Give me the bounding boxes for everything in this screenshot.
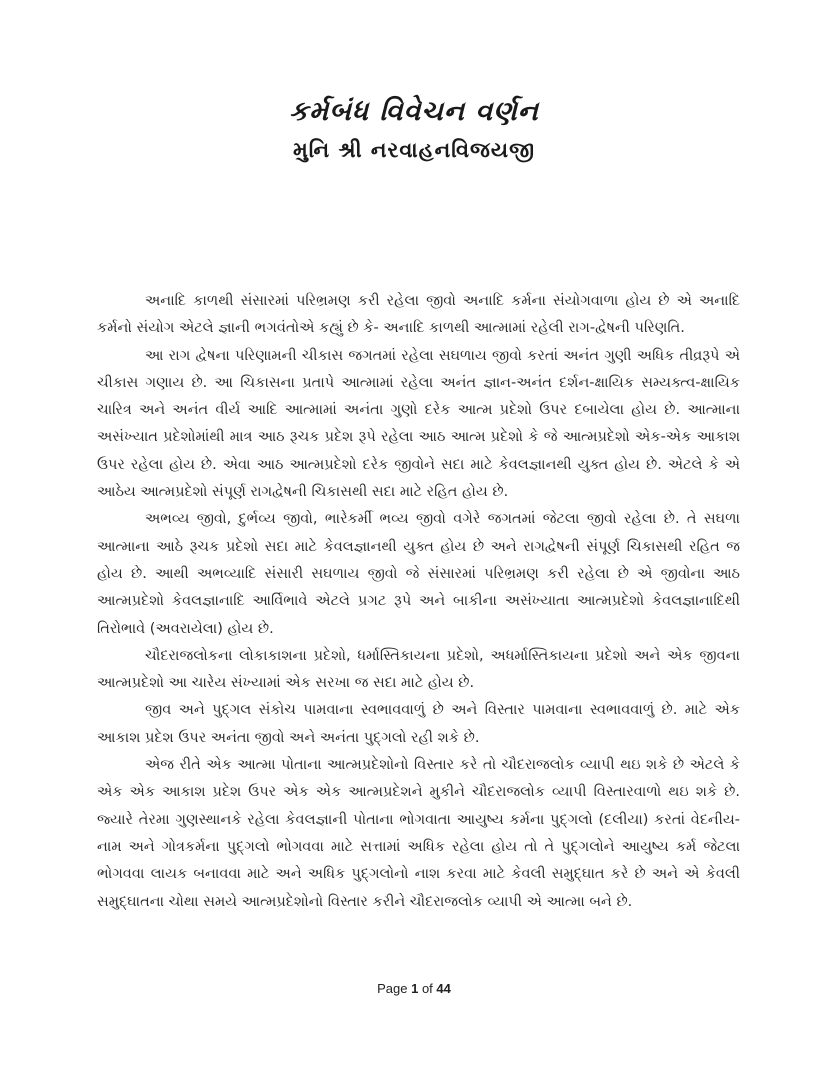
paragraph-2: આ રાગ દ્વેષના પરિણામની ચીકાસ જગતમાં રહેલા સઘળાય જીવો કરતાં અનંત ગુણી અધિક તીવ્રરૂપે એ ચીકાસ ગણાય છે. આ ચિકાસના પ્રતાપે આત્મામાં રહેલા અનંત જ્ઞાન-અનંત દર્શન-ક્ષાયિક સમ્યક્ત્વ-ક્ષાયિક ચારિત્ર અને અનંત વીર્ય આદિ આત્મામાં અનંતા ગુણો દરેક આત્મ પ્રદેશો ઉપર દબાયેલા હોય છે. આત્માના અસંખ્યાત પ્રદેશોમાંથી માત્ર આઠ રૂચક પ્રદેશ રૂપે રહેલા આઠ આત્મ પ્રદેશો કે જે આત્મપ્રદેશો એક-એક આકાશ ઉપર રહેલા હોય છે. એવા આઠ આત્મપ્રદેશો દરેક જીવોને સદા માટે કેવલજ્ઞાનથી યુક્ત હોય છે. એટલે કે એ આઠેય આત્મપ્રદેશો સંપૂર્ણ રાગદ્વેષની ચિકાસથી સદા માટે રહિત હોય છે. [97,347,740,501]
paragraph-1: અનાદિ કાળથી સંસારમાં પરિભ્રમણ કરી રહેલા જીવો અનાદિ કર્મના સંયોગવાળા હોય છે એ અનાદિ કર્મનો સંયોગ એટલે જ્ઞાની ભગવંતોએ કહ્યું છે કે- અનાદિ કાળથી આત્મામાં રહેલી રાગ-દ્વેષની પરિણતિ. [97,293,740,337]
of-label: of [421,981,433,996]
document-author: મુનિ શ્રી નરવાહનવિજયજી [292,138,536,162]
paragraph-4: ચૌદરાજલોકના લોકાકાશના પ્રદેશો, ધર્માસ્તિકાયના પ્રદેશો, અધર્માસ્તિકાયના પ્રદેશો અને એક જીવના આત્મપ્રદેશો આ ચારેય સંખ્યામાં એક સરખા જ સદા માટે હોય છે. [97,647,740,692]
total-pages-number: 44 [436,981,451,996]
page-label: Page [377,981,408,996]
document-title: કર્મબંધ વિવેચન વર્ણન [289,96,539,127]
paragraph-3: અભવ્ય જીવો, દુર્ભવ્ય જીવો, ભારેકર્મી ભવ્ય જીવો વગેરે જગતમાં જેટલા જીવો રહેલા છે. તે સઘળા આત્માના આઠે રૂચક પ્રદેશો સદા માટે કેવલજ્ઞાનથી યુક્ત હોય છે અને રાગદ્વેષની સંપૂર્ણ ચિકાસથી રહિત જ હોય છે. આથી અભવ્યાદિ સંસારી સઘળાય જીવો જે સંસારમાં પરિભ્રમણ કરી રહેલા છે એ જીવોના આઠ આત્મપ્રદેશો કેવલજ્ઞાનાદિ આર્વિભાવે એટલે પ્રગટ રૂપે અને બાકીના અસંખ્યાતા આત્મપ્રદેશો કેવલજ્ઞાનાદિથી તિરોભાવે (અવરાયેલા) હોય છે. [97,511,740,637]
current-page-number: 1 [411,981,419,996]
paragraph-5: જીવ અને પુદ્ગલ સંકોચ પામવાના સ્વભાવવાળું છે અને વિસ્તાર પામવાના સ્વભાવવાળું છે. માટે એક આકાશ પ્રદેશ ઉપર અનંતા જીવો અને અનંતા પુદ્ગલો રહી શકે છે. [97,702,740,746]
page-number-footer [0,981,828,996]
paragraph-6: એજ રીતે એક આત્મા પોતાના આત્મપ્રદેશોનો વિસ્તાર કરે તો ચૌદરાજલોક વ્યાપી થઇ શકે છે એટલે કે એક એક આકાશ પ્રદેશ ઉપર એક એક આત્મપ્રદેશને મુકીને ચૌદરાજલોક વ્યાપી વિસ્તારવાળો થઇ શકે છે. જ્યારે તેરમા ગુણસ્થાનકે રહેલા કેવલજ્ઞાની પોતાના ભોગવાતા આયુષ્ય કર્મના પુદ્ગલો (દલીયા) કરતાં વેદનીય-નામ અને ગોત્રકર્મના પુદ્ગલો ભોગવવા માટે સત્તામાં અધિક રહેલા હોય તો તે પુદ્ગલોને આયુષ્ય કર્મ જેટલા ભોગવવા લાયક બનાવવા માટે અને અધિક પુદ્ગલોનો નાશ કરવા માટે કેવલી સમુદ્ઘાત કરે છે અને એ કેવલી સમુદ્ઘાતના ચોથા સમયે આત્મપ્રદેશોનો વિસ્તાર કરીને ચૌદરાજલોક વ્યાપી એ આત્મા બને છે. [97,757,740,910]
document-body [97,288,740,916]
